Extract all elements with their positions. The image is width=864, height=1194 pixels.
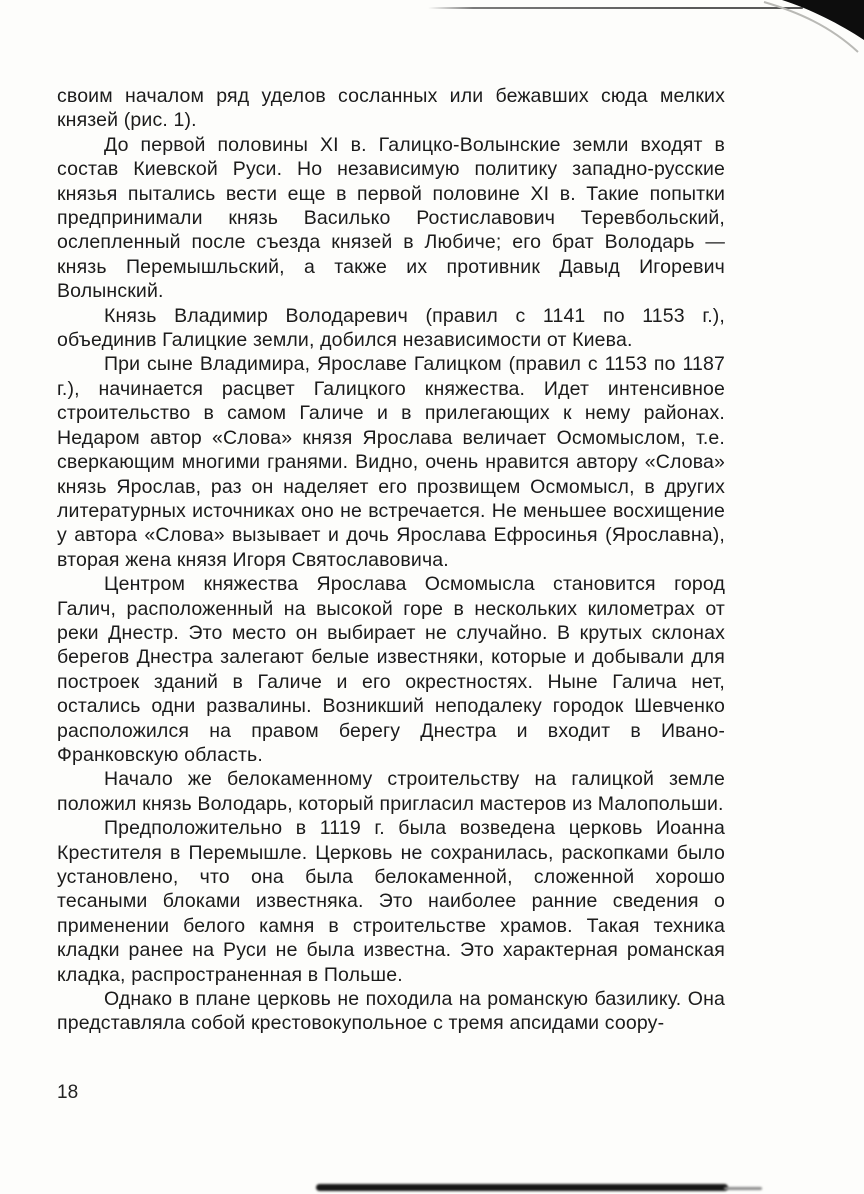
paragraph: Центром княжества Ярослава Осмомысла становится город Галич, расположенный на высокой горе в нескольких километрах от реки Днестр. Это место он выбирает не случайно. В крутых склонах берегов Днестра залегают белые известняки, которые и добывали для построек зданий в Галиче и его окрестностях. Ныне Галича нет, остались одни развалины. Возникший неподалеку городок Шевченко расположился на правом берегу Днестра и входит в Ивано-Франковскую область. xyxy=(57,573,725,766)
page-text xyxy=(57,84,725,1036)
scan-smudge-tail xyxy=(724,1187,762,1190)
paragraph: Предположительно в 1119 г. была возведена церковь Иоанна Крестителя в Перемышле. Церковь не сохранилась, раскопками было установлено, что она была белокаменной, сложенной хорошо тесаными блоками известняка. Это наиболее ранние сведения о применении белого камня в строительстве храмов. Такая техника кладки ранее на Руси не была известна. Это характерная романская кладка, распространенная в Польше. xyxy=(57,817,725,986)
scan-edge-line xyxy=(428,7,803,9)
paragraph: При сыне Владимира, Ярославе Галицком (правил с 1153 по 1187 г.), начинается расцвет Галицкого княжества. Идет интенсивное строительство в самом Галиче и в прилегающих к нему районах. Недаром автор «Слова» князя Ярослава величает Осмомыслом, т.е. сверкающим многими гранями. Видно, очень нравится автору «Слова» князь Ярослав, раз он наделяет его прозвищем Осмомысл, в других литературных источниках оно не встречается. Не меньшее восхищение у автора «Слова» вызывает и дочь Ярослава Ефросинья (Ярославна), вторая жена князя Игоря Святославовича. xyxy=(57,353,725,571)
paragraph: своим началом ряд уделов сосланных или бежавших сюда мелких князей (рис. 1). xyxy=(57,85,725,132)
paragraph: Начало же белокаменному строительству на галицкой земле положил князь Володарь, который пригласил мастеров из Малопольши. xyxy=(57,768,725,815)
paragraph: Князь Владимир Володаревич (правил с 1141 по 1153 г.), объединив Галицкие земли, добился независимости от Киева. xyxy=(57,304,725,352)
paragraph: Однако в плане церковь не походила на романскую базилику. Она представляла собой крестовокупольное с тремя апсидами соору- xyxy=(57,988,725,1035)
page-curl-corner xyxy=(754,0,864,60)
page-number: 18 xyxy=(57,1082,79,1103)
paragraph: До первой половины XI в. Галицко-Волынские земли входят в состав Киевской Руси. Но независимую политику западно-русские князья пытались вести еще в первой половине XI в. Такие попытки предпринимали князь Василько Ростиславович Теревбольский, ослепленный после съезда князей в Любиче; его брат Володарь — князь Перемышльский, а также их противник Давыд Игоревич Волынский. xyxy=(57,133,725,303)
scan-smudge xyxy=(316,1184,728,1191)
